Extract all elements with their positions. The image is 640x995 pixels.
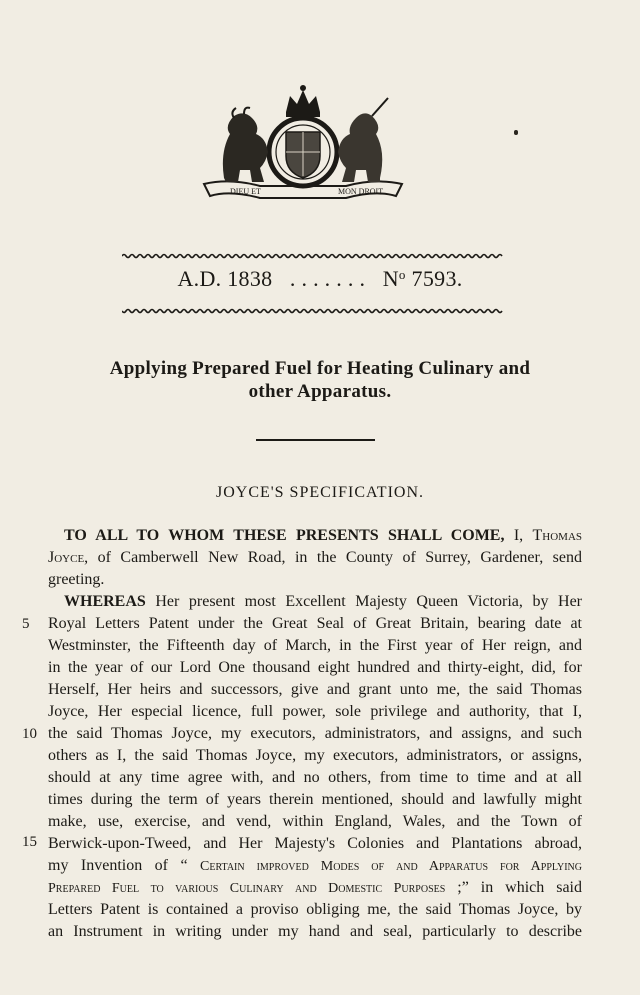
line-number-10: 10 [22,726,37,742]
text-line: WHEREAS Her present most Excellent Majesty Queen Victoria, by Her [64,593,582,610]
text-line: Berwick-upon-Tweed, and Her Majesty's Colonies and Plantations abroad, [48,835,582,852]
text-line: make, use, exercise, and vend, within England, Wales, and the Town of [48,813,582,830]
specification-heading: JOYCE'S SPECIFICATION. [215,484,425,501]
text-line: the said Thomas Joyce, my executors, administrators, and assigns, and such [48,725,582,742]
motto-right: MON DROIT [338,187,384,196]
lower-ornamental-rule [122,308,504,314]
patent-reference-line [100,266,540,292]
title-line-1: Applying Prepared Fuel for Heating Culinary and [109,358,531,379]
leader-dots: . . . . . . . [289,266,366,291]
line-number-5: 5 [22,616,30,632]
text-line: Prepared Fuel to various Culinary and Domestic Purposes ;” in which said [48,879,582,896]
text-line: TO ALL TO WHOM THESE PRESENTS SHALL COME, I, Thomas [64,527,583,544]
text-line: times during the term of years therein mentioned, should and lawfully might [48,791,582,808]
line-number-15: 15 [22,834,37,850]
upper-ornamental-rule [122,253,504,259]
text-line: Letters Patent is contained a proviso obliging me, the said Thomas Joyce, by [48,901,582,918]
specification-body [48,525,582,943]
text-line: should at any time agree with, and no others, from time to time and at all [48,769,582,786]
motto-left: DIEU ET [230,187,261,196]
text-line: Westminster, the Fifteenth day of March, in the First year of Her reign, and [48,637,582,654]
patent-number: $N^o$ 7593. [382,266,463,291]
text-line: greeting. [48,571,105,588]
year-label: A.D. 1838 [177,266,273,291]
text-line: others as I, the said Thomas Joyce, my executors, administrators, or assigns, [48,747,582,764]
text-line: my Invention of “ Certain improved Modes of and Apparatus for Applying [48,857,582,874]
text-line: Herself, Her heirs and successors, give and grant unto me, the said Thomas [48,681,582,698]
document-title [40,357,600,403]
print-speck [514,130,518,135]
text-line: Joyce, of Camberwell New Road, in the County of Surrey, Gardener, send [48,549,582,566]
text-line: Joyce, Her especial licence, full power, sole privilege and authority, that I, [48,703,582,720]
title-line-2: other Apparatus. [248,381,392,402]
text-line: in the year of our Lord One thousand eight hundred and thirty-eight, did, for [48,659,582,676]
title-divider [256,439,375,441]
text-line: an Instrument in writing under my hand and seal, particularly to describe [48,923,582,940]
royal-coat-of-arms-seal [200,82,406,214]
text-line: Royal Letters Patent under the Great Seal of Great Britain, bearing date at [48,615,582,632]
